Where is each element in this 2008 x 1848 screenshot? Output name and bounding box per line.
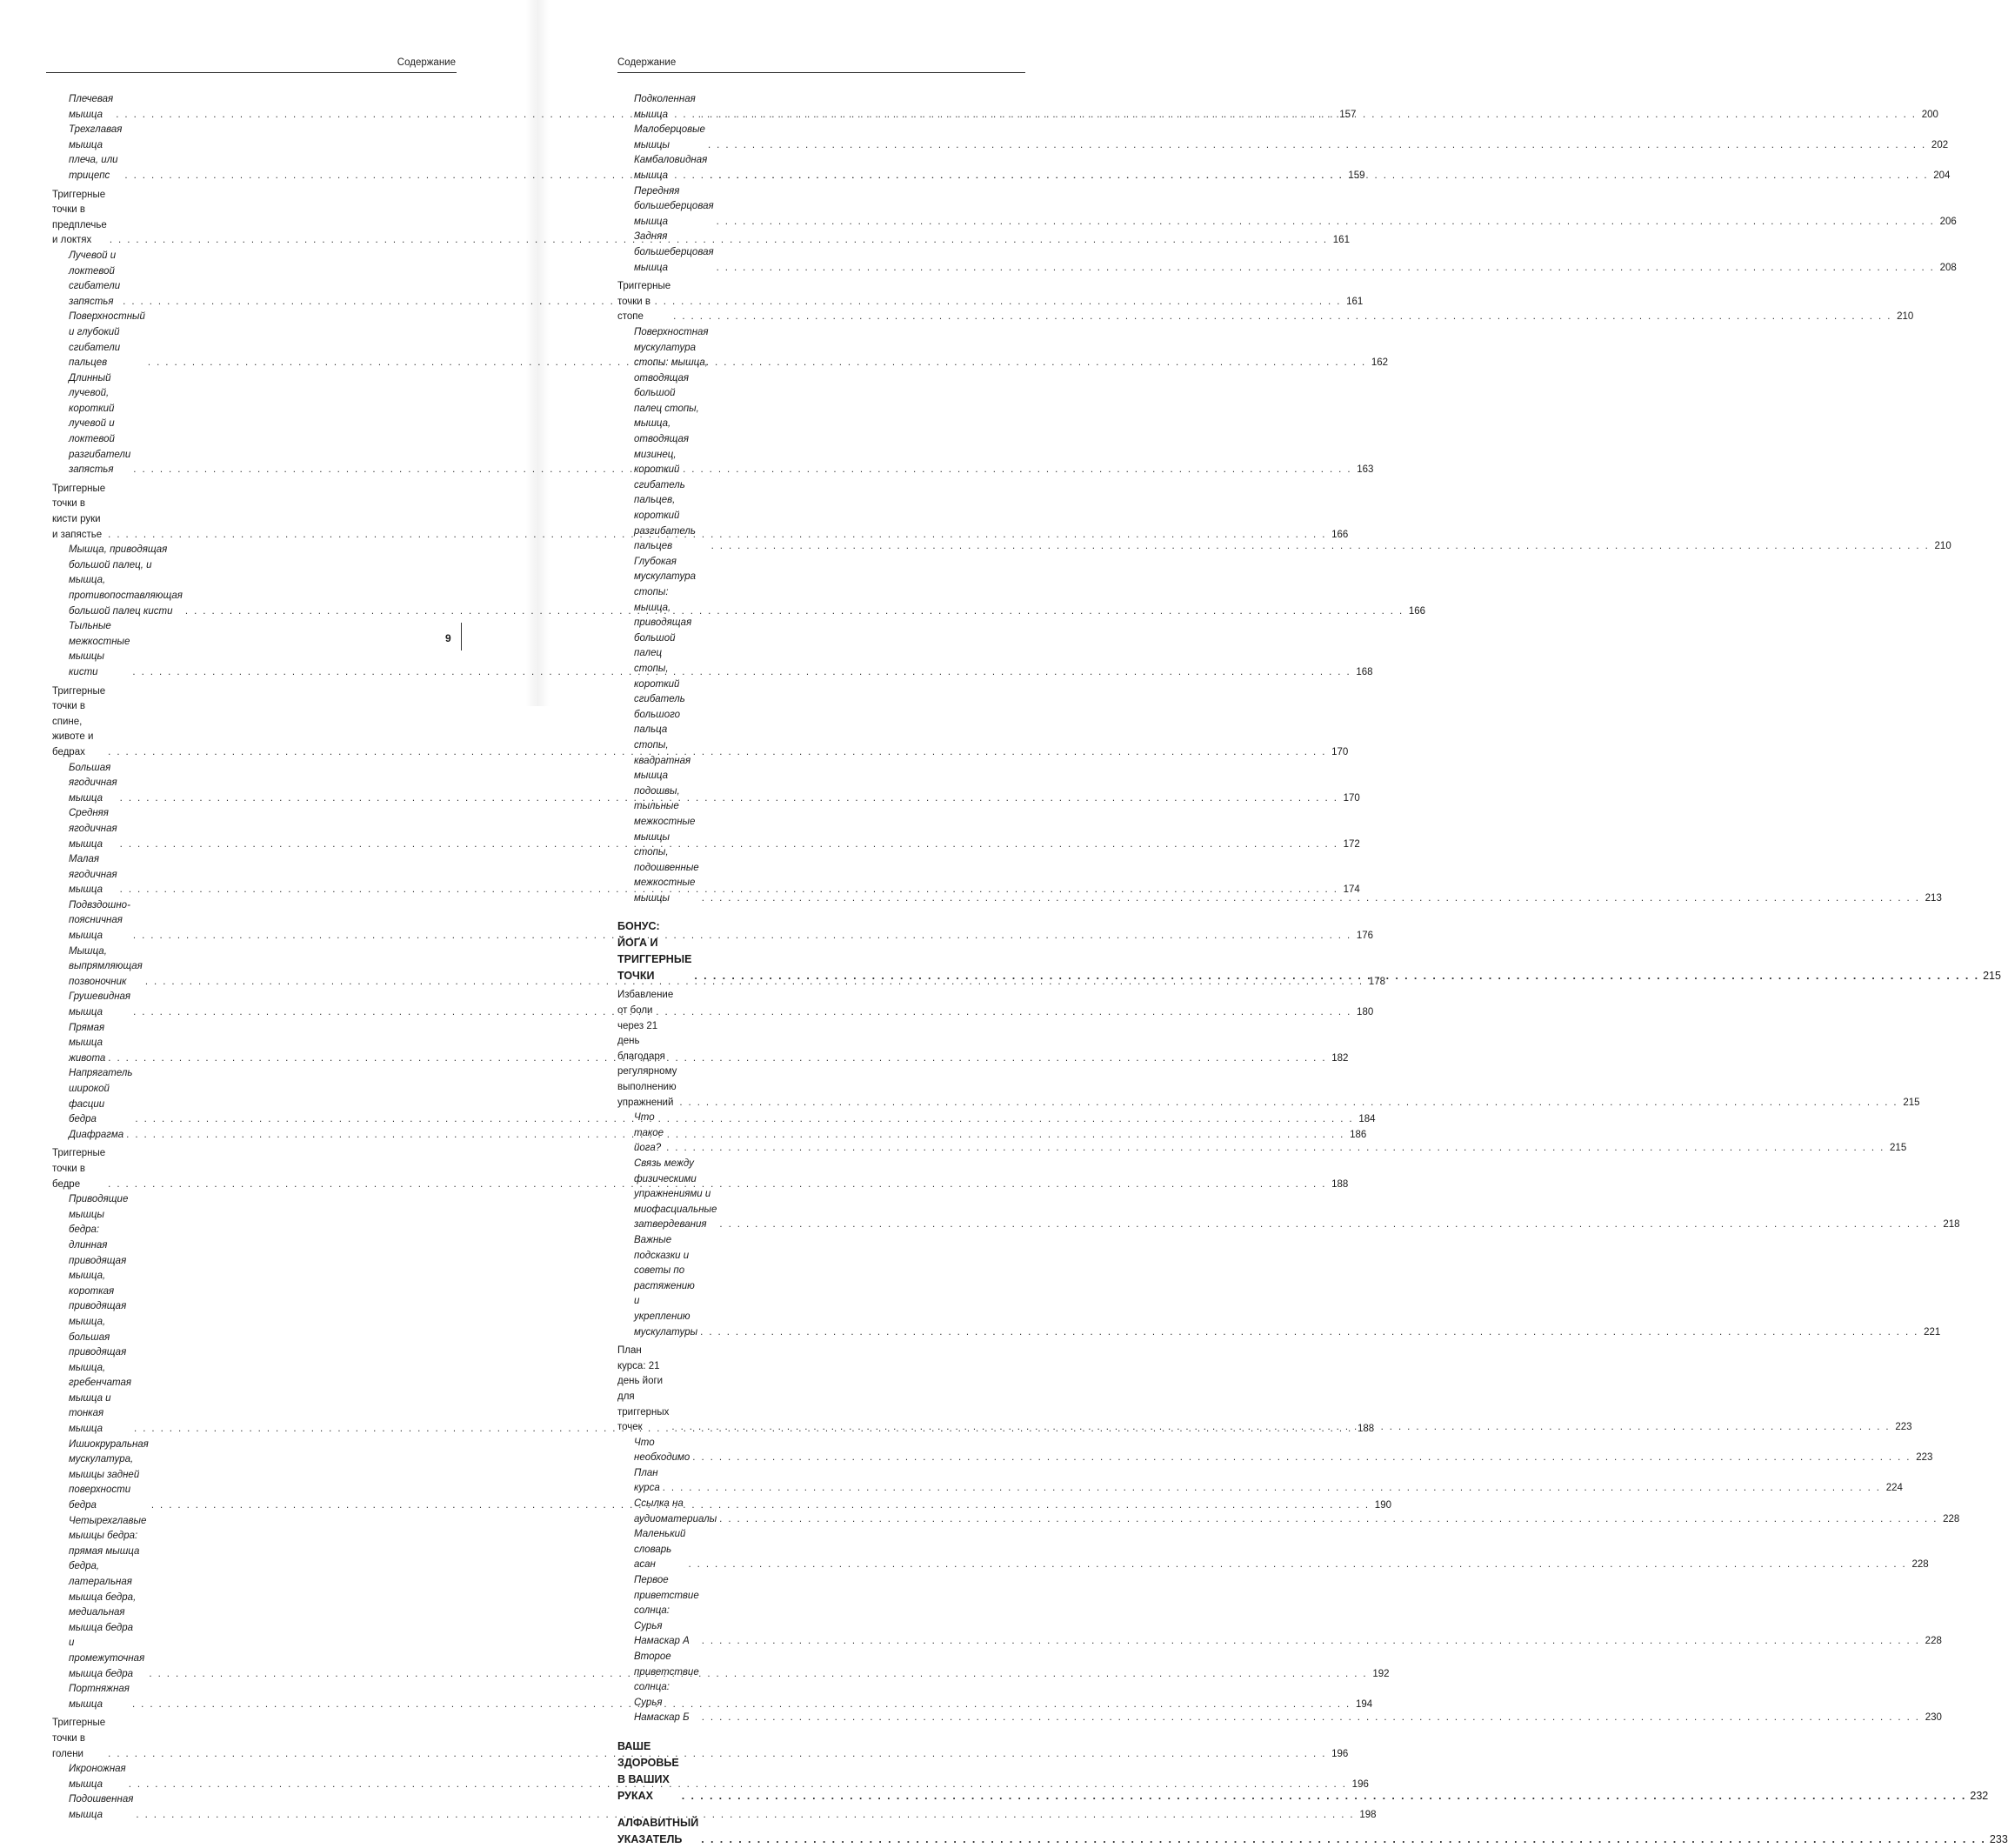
dot-leader	[698, 108, 1917, 123]
toc-part-entry	[617, 1815, 2008, 1848]
toc-entry-title-line: гребенчатая мышца и тонкая мышца	[69, 1378, 131, 1435]
dot-leader	[701, 1831, 1986, 1848]
toc-entry-page: 188	[1357, 1424, 1375, 1435]
dot-leader	[671, 1420, 1890, 1436]
toc-entry-title-line: Тыльные межкостные мышцы кисти	[69, 621, 130, 677]
toc-entry-title-line: Что необходимо	[634, 1437, 690, 1464]
toc-entry-page: 206	[1939, 216, 1957, 227]
toc-entry-title-line: Прямая мышца живота	[69, 1022, 106, 1064]
toc-entry-page: 224	[1885, 1483, 1903, 1494]
toc-subsection-entry	[617, 1573, 1942, 1650]
toc-entry-title	[52, 1716, 105, 1762]
toc-entry-title	[617, 1815, 698, 1848]
toc-entry-title	[69, 990, 130, 1020]
dot-leader	[700, 1325, 1918, 1341]
toc-entry-page: 204	[1933, 170, 1951, 181]
toc-entry-title	[69, 1762, 126, 1792]
toc-entry-page: 192	[1372, 1668, 1390, 1679]
header-rule-right	[617, 72, 1025, 73]
toc-entry-title	[634, 184, 714, 230]
toc-entry-title-line: Триггерные точки в предплечье и локтях	[52, 189, 107, 246]
toc-entry-title-line: Задняя большеберцовая мышца	[634, 231, 714, 273]
toc-entry-title	[52, 684, 105, 761]
toc-entry-title	[69, 1192, 131, 1438]
toc-entry-page: 161	[1332, 235, 1350, 246]
toc-entry-title-line: Поверхностная мускулатура стопы: мышца, отводящая большой	[634, 326, 709, 399]
dot-leader	[688, 1558, 1906, 1573]
toc-subsection-entry	[52, 1682, 1373, 1712]
toc-entry-title-line: План курса: 21 день йоги для триггерных точек	[617, 1345, 670, 1433]
toc-entry-title	[634, 153, 707, 183]
toc-entry-title-line: Длинный лучевой, короткий лучевой и локтевой разгибатели	[69, 372, 131, 460]
toc-entry-title	[634, 555, 699, 907]
toc-entry-title	[634, 92, 696, 123]
toc-entry-title-line: Триггерные точки в кисти руки и запястье	[52, 483, 106, 540]
toc-entry-page: 200	[1921, 109, 1938, 120]
toc-entry-title-line: Лучевой и локтевой сгибатели запястья	[69, 250, 121, 307]
toc-entry-title	[69, 92, 113, 123]
toc-subsection-entry	[52, 1762, 1369, 1792]
toc-entry-page: 172	[1343, 838, 1360, 850]
running-head-left: Содержание	[397, 57, 456, 68]
dot-leader	[708, 138, 1926, 154]
toc-entry-page: 163	[1357, 464, 1374, 476]
toc-entry-title	[634, 230, 714, 276]
toc-entry-page: 218	[1943, 1219, 1960, 1231]
toc-entry-title-line: мускулатуры	[634, 1326, 698, 1338]
toc-entry-title	[634, 123, 705, 153]
toc-entry-page: 168	[1356, 666, 1373, 677]
dot-leader	[702, 1634, 1920, 1650]
toc-entry-title-line: Связь между физическими упражнениями и миофасциальные	[634, 1158, 717, 1215]
toc-entry-title-line: Трехглавая мышца плеча, или трицепс	[69, 124, 123, 181]
toc-entry-title-line: Диафрагма	[69, 1129, 124, 1140]
toc-entry-title-line: Малая ягодичная мышца	[69, 854, 117, 896]
toc-subsection-entry	[52, 619, 1373, 680]
toc-entry-page: 198	[1359, 1809, 1377, 1820]
toc-entry-page: 202	[1931, 139, 1949, 150]
dot-leader	[666, 1141, 1885, 1157]
toc-entry-page: 174	[1343, 884, 1360, 896]
toc-entry-title	[634, 1527, 685, 1573]
toc-entry-page: 215	[1890, 1143, 1907, 1154]
toc-entry-page: 210	[1897, 311, 1914, 323]
toc-entry-page: 170	[1331, 746, 1349, 757]
toc-entry-title-line: Триггерные точки в спине, животе и бедрах	[52, 685, 106, 757]
toc-entry-title-line: Камбаловидная мышца	[634, 155, 708, 181]
toc-entry-page: 208	[1939, 262, 1957, 273]
toc-entry-title-line: Подошвенная мышца	[69, 1794, 134, 1820]
dot-leader	[710, 169, 1928, 184]
toc-entry-title	[617, 1344, 669, 1436]
toc-entry-title-line: запястья	[69, 464, 114, 476]
toc-entry-title	[69, 310, 145, 370]
toc-entry-title-line: Ссылка на аудиоматериалы	[634, 1498, 717, 1524]
toc-entry-title-line: Малоберцовые мышцы	[634, 124, 705, 150]
toc-entry-page: 196	[1351, 1778, 1369, 1790]
toc-entry-title-line: Напрягатель широкой фасции бедра	[69, 1068, 133, 1125]
toc-entry-title	[69, 761, 117, 807]
page-number-rule	[461, 623, 462, 650]
toc-entry-page: 232	[1970, 1789, 1989, 1802]
toc-entry-title-line: Глубокая мускулатура стопы: мышца, приводящая большой палец	[634, 556, 697, 659]
toc-entry-page: 184	[1358, 1114, 1376, 1125]
toc-entry-title	[69, 1066, 132, 1127]
toc-entry-title-line: Подвздошно-поясничная мышца	[69, 899, 130, 942]
toc-entry-title-line: Второе приветствие солнца: Сурья Намаскар Б	[634, 1651, 699, 1724]
toc-entry-title-line: Подколенная мышца	[634, 94, 696, 120]
toc-subsection-entry	[617, 1466, 1903, 1497]
toc-entry-page: 221	[1924, 1326, 1941, 1338]
toc-entry-title	[69, 852, 117, 898]
toc-entry-page: 223	[1916, 1452, 1933, 1464]
toc-subsection-entry	[617, 1436, 1933, 1466]
toc-entry-title	[69, 1021, 105, 1067]
toc-entry-title	[617, 988, 677, 1111]
toc-entry-title	[634, 1650, 699, 1726]
toc-entry-page: 230	[1925, 1712, 1942, 1724]
toc-subsection-entry	[617, 1527, 1929, 1573]
toc-subsection-entry	[617, 123, 1949, 153]
toc-entry-page: 228	[1911, 1559, 1929, 1571]
toc-entry-title-line: латеральная мышца бедра, медиальная мышца бедра	[69, 1577, 137, 1633]
toc-entry-title	[69, 1514, 146, 1683]
toc-entry-title-line: БОНУС: ЙОГА И ТРИГГЕРНЫЕ ТОЧКИ	[617, 920, 692, 983]
toc-entry-page: 182	[1331, 1052, 1349, 1064]
running-head-right: Содержание	[617, 57, 677, 68]
toc-subsection-entry	[52, 1792, 1377, 1823]
toc-entry-title-line: Избавление от боли через 21 день благодаря регулярному	[617, 990, 677, 1077]
toc-entry-page: 176	[1356, 931, 1374, 942]
toc-entry-page: 170	[1343, 792, 1360, 804]
toc-entry-page: 178	[1368, 976, 1385, 987]
gutter-shadow-left	[525, 0, 537, 706]
toc-entry-title-line: затвердевания	[634, 1219, 707, 1231]
toc-entry-title-line: Мышца, приводящая большой палец, и мышца,	[69, 544, 168, 586]
toc-entry-title-line: ВАШЕ ЗДОРОВЬЕ В ВАШИХ РУКАХ	[617, 1739, 679, 1802]
toc-entry-title	[617, 279, 670, 325]
toc-entry-title	[69, 1438, 149, 1514]
toc-entry-page: 213	[1925, 892, 1942, 904]
toc-entry-page: 233	[1989, 1832, 2008, 1845]
toc-entry-title-line: Грушевидная мышца	[69, 991, 131, 1018]
toc-entry-title	[69, 123, 122, 183]
toc-entry-page: 186	[1350, 1129, 1367, 1140]
toc-entry-page: 166	[1331, 529, 1349, 540]
toc-entry-title	[634, 1436, 690, 1466]
toc-entry-page: 210	[1934, 541, 1951, 552]
toc-section-entry	[52, 1716, 1349, 1762]
toc-subsection-entry	[52, 990, 1374, 1020]
toc-entry-page: 180	[1357, 1007, 1374, 1018]
toc-entry-title-line: Триггерные точки в бедре	[52, 1148, 106, 1190]
toc-entry-title-line: выполнению упражнений	[617, 1082, 677, 1108]
toc-entry-title-line: Портняжная мышца	[69, 1684, 130, 1710]
toc-entry-title	[634, 1111, 664, 1157]
toc-subsection-entry	[617, 184, 1957, 230]
toc-entry-page: 228	[1925, 1636, 1942, 1647]
toc-entry-title-line: Средняя ягодичная мышца	[69, 808, 117, 850]
dot-leader	[679, 1096, 1898, 1111]
toc-subsection-entry	[52, 761, 1360, 807]
dot-leader	[702, 891, 1920, 907]
toc-entry-title	[634, 1497, 717, 1527]
toc-entry-title	[69, 543, 183, 619]
toc-entry-title-line: противопоставляющая большой палец кисти	[69, 590, 183, 617]
toc-entry-page: 228	[1943, 1513, 1960, 1524]
dot-leader	[694, 968, 1979, 984]
toc-entry-title-line: Триггерные точки в стопе	[617, 281, 671, 323]
toc-entry-title	[69, 249, 120, 310]
dot-leader	[692, 1451, 1911, 1466]
toc-entry-page: 223	[1895, 1422, 1912, 1433]
toc-subsection-entry	[52, 1128, 1367, 1144]
toc-subsection-entry	[617, 1233, 1941, 1340]
dot-leader	[673, 310, 1891, 325]
toc-entry-title	[69, 1792, 133, 1823]
toc-entry-title-line: мышца подошвы, тыльные межкостные мышцы стопы,	[634, 771, 696, 858]
header-rule-left	[46, 72, 457, 73]
toc-entry-page: 188	[1331, 1178, 1349, 1190]
toc-entry-title	[617, 1738, 679, 1805]
toc-entry-title	[69, 1128, 123, 1144]
toc-entry-page: 157	[1339, 109, 1357, 120]
toc-entry-title-line: Плечевая мышца	[69, 94, 114, 120]
toc-entry-title	[634, 325, 709, 555]
toc-entry-title-line: стопы, короткий сгибатель большого пальца стопы, квадратная	[634, 663, 691, 766]
dot-leader	[719, 1218, 1938, 1233]
toc-entry-title-line: пальцев, короткий разгибатель пальцев	[634, 495, 696, 552]
toc-entry-title	[69, 898, 130, 944]
toc-entry-title-line: План курса	[634, 1467, 660, 1494]
toc-entry-page: 162	[1371, 357, 1389, 369]
toc-entry-title-line: Триггерные точки в голени	[52, 1718, 106, 1759]
toc-entry-title	[69, 371, 130, 478]
toc-subsection-entry	[52, 898, 1374, 944]
toc-entry-page: 194	[1355, 1698, 1373, 1710]
dot-leader	[717, 215, 1935, 230]
dot-leader	[682, 1788, 1967, 1805]
toc-entry-title-line: Икроножная мышца	[69, 1764, 126, 1790]
toc-entry-title-line: Маленький словарь асан	[634, 1529, 686, 1571]
toc-entry-page: 190	[1374, 1500, 1391, 1511]
toc-entry-title	[634, 1157, 717, 1233]
toc-entry-title-line: Четырехглавые мышцы бедра: прямая мышца бедра,	[69, 1515, 147, 1572]
toc-entry-title-line: Первое приветствие солнца: Сурья Намаскар А	[634, 1575, 699, 1647]
toc-entry-title-line: Поверхностный и глубокий сгибатели пальцев	[69, 311, 145, 369]
toc-entry-title-line: палец стопы, мышца, отводящая мизинец, короткий сгибатель	[634, 403, 699, 490]
toc-entry-title-line: АЛФАВИТНЫЙ УКАЗАТЕЛЬ	[617, 1816, 699, 1845]
toc-entry-title-line: Важные подсказки и советы по растяжению и укреплению	[634, 1234, 695, 1322]
toc-entry-title	[69, 944, 143, 991]
toc-entry-title-line: Передняя большеберцовая мышца	[634, 185, 714, 227]
toc-entry-title-line: и промежуточная мышца бедра	[69, 1638, 145, 1679]
toc-entry-title-line: Большая ягодичная мышца	[69, 762, 117, 804]
toc-entry-page: 166	[1408, 605, 1426, 617]
toc-entry-title-line: короткая приводящая мышца, большая приводящая мышца,	[69, 1285, 127, 1373]
toc-entry-title	[52, 1146, 105, 1192]
toc-entry-title-line: Приводящие мышцы бедра: длинная приводящая мышца,	[69, 1194, 129, 1282]
toc-entry-title	[634, 1233, 697, 1340]
page-number: 9	[445, 632, 451, 644]
toc-entry-page: 159	[1348, 170, 1365, 181]
toc-entry-title-line: Мышца, выпрямляющая позвоночник	[69, 945, 143, 987]
dot-leader	[717, 261, 1935, 277]
toc-entry-page: 215	[1903, 1097, 1920, 1108]
toc-entry-title-line: Что такое йога?	[634, 1112, 664, 1154]
toc-entry-title	[52, 188, 107, 249]
toc-entry-title	[617, 918, 691, 984]
toc-entry-page: 215	[1983, 970, 2001, 983]
toc-entry-title	[69, 1682, 130, 1712]
toc-entry-title	[634, 1573, 699, 1650]
toc-entry-title	[634, 1466, 660, 1497]
toc-entry-title	[52, 482, 105, 543]
dot-leader	[711, 539, 1930, 555]
toc-entry-title	[69, 806, 117, 852]
toc-entry-page: 161	[1346, 296, 1364, 307]
toc-entry-title-line: подошвенные межкостные мышцы	[634, 862, 699, 904]
toc-entry-page: 196	[1331, 1748, 1349, 1759]
dot-leader	[663, 1481, 1881, 1497]
toc-entry-title-line: Ишиокруральная мускулатура, мышцы задней поверхности бедра	[69, 1438, 149, 1511]
dot-leader	[719, 1512, 1938, 1528]
toc-entry-title	[69, 619, 130, 680]
dot-leader	[702, 1711, 1920, 1726]
